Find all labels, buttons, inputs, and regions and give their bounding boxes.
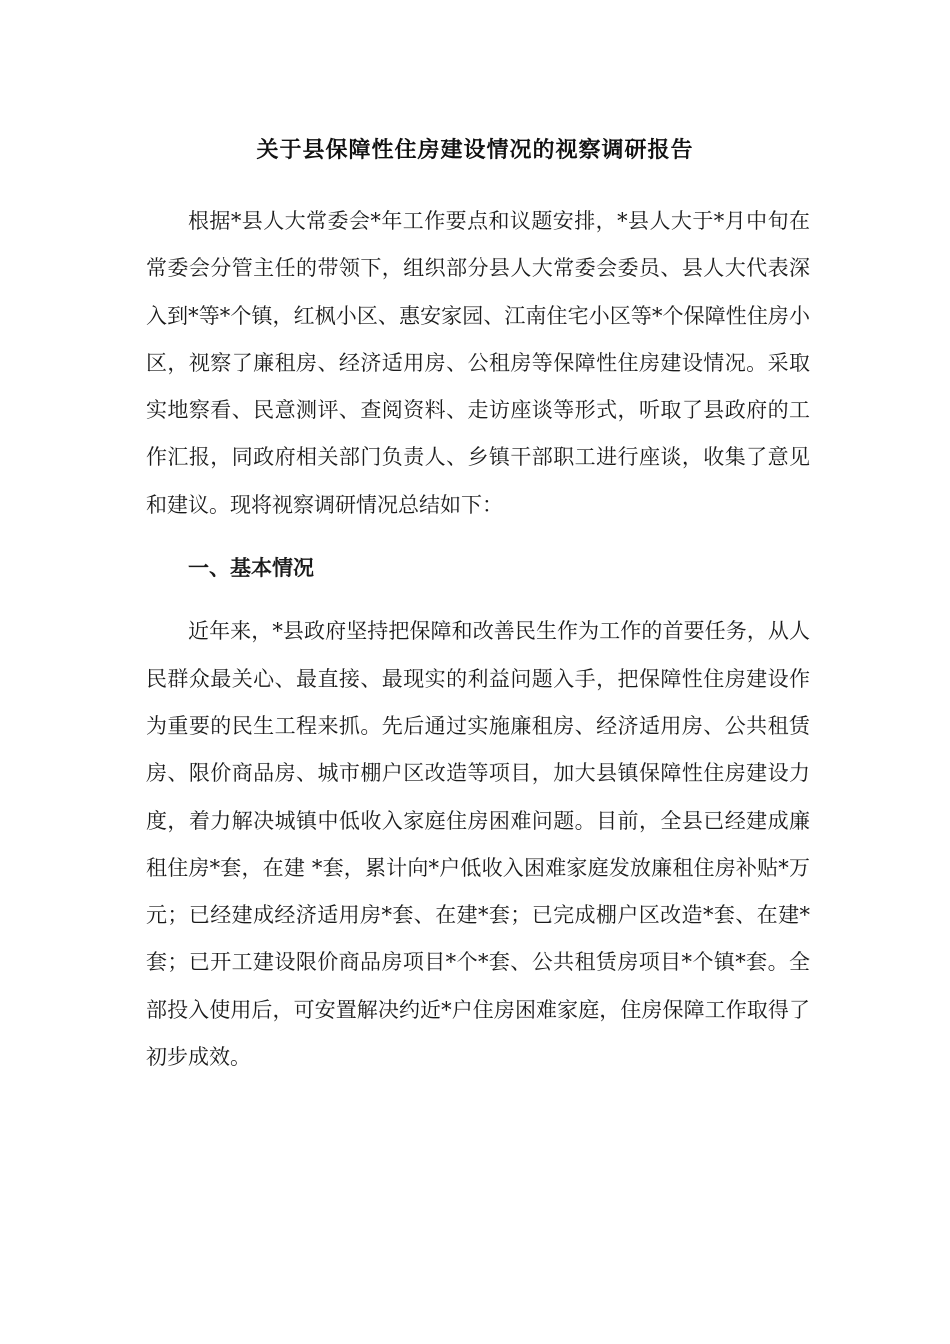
document-title: 关于县保障性住房建设情况的视察调研报告 [256,138,694,163]
basic-situation-paragraph: 近年来，*县政府坚持把保障和改善民生作为工作的首要任务，从人民群众最关心、最直接、最现实的利益问题入手，把保障性住房建设作为重要的民生工程来抓。先后通过实施廉租房、经济适用房、公共租赁房、限价商品房、城市棚户区改造等项目，加大县镇保障性住房建设力度，着力解决城镇中低收入家庭住房困难问题。目前，全县已经建成廉租住房*套，在建 *套，累计向*户低收入困难家庭发放廉租住房补贴*万元；已经建成经济适用房*套、在建*套；已完成棚户区改造*套、在建*套；已开工建设限价商品房项目*个*套、公共租赁房项目*个镇*套。全部投入使用后，可安置解决约近*户住房困难家庭，住房保障工作取得了初步成效。 [146,619,810,1070]
section-heading-basic-situation: 一、基本情况 [188,556,314,581]
intro-paragraph: 根据*县人大常委会*年工作要点和议题安排，*县人大于*月中旬在常委会分管主任的带领下，组织部分县人大常委会委员、县人大代表深入到*等*个镇，红枫小区、惠安家园、江南住宅小区等*个保障性住房小区，视察了廉租房、经济适用房、公租房等保障性住房建设情况。采取实地察看、民意测评、查阅资料、走访座谈等形式，听取了县政府的工作汇报，同政府相关部门负责人、乡镇干部职工进行座谈，收集了意见和建议。现将视察调研情况总结如下： [146,209,810,517]
document-body [146,198,810,1081]
